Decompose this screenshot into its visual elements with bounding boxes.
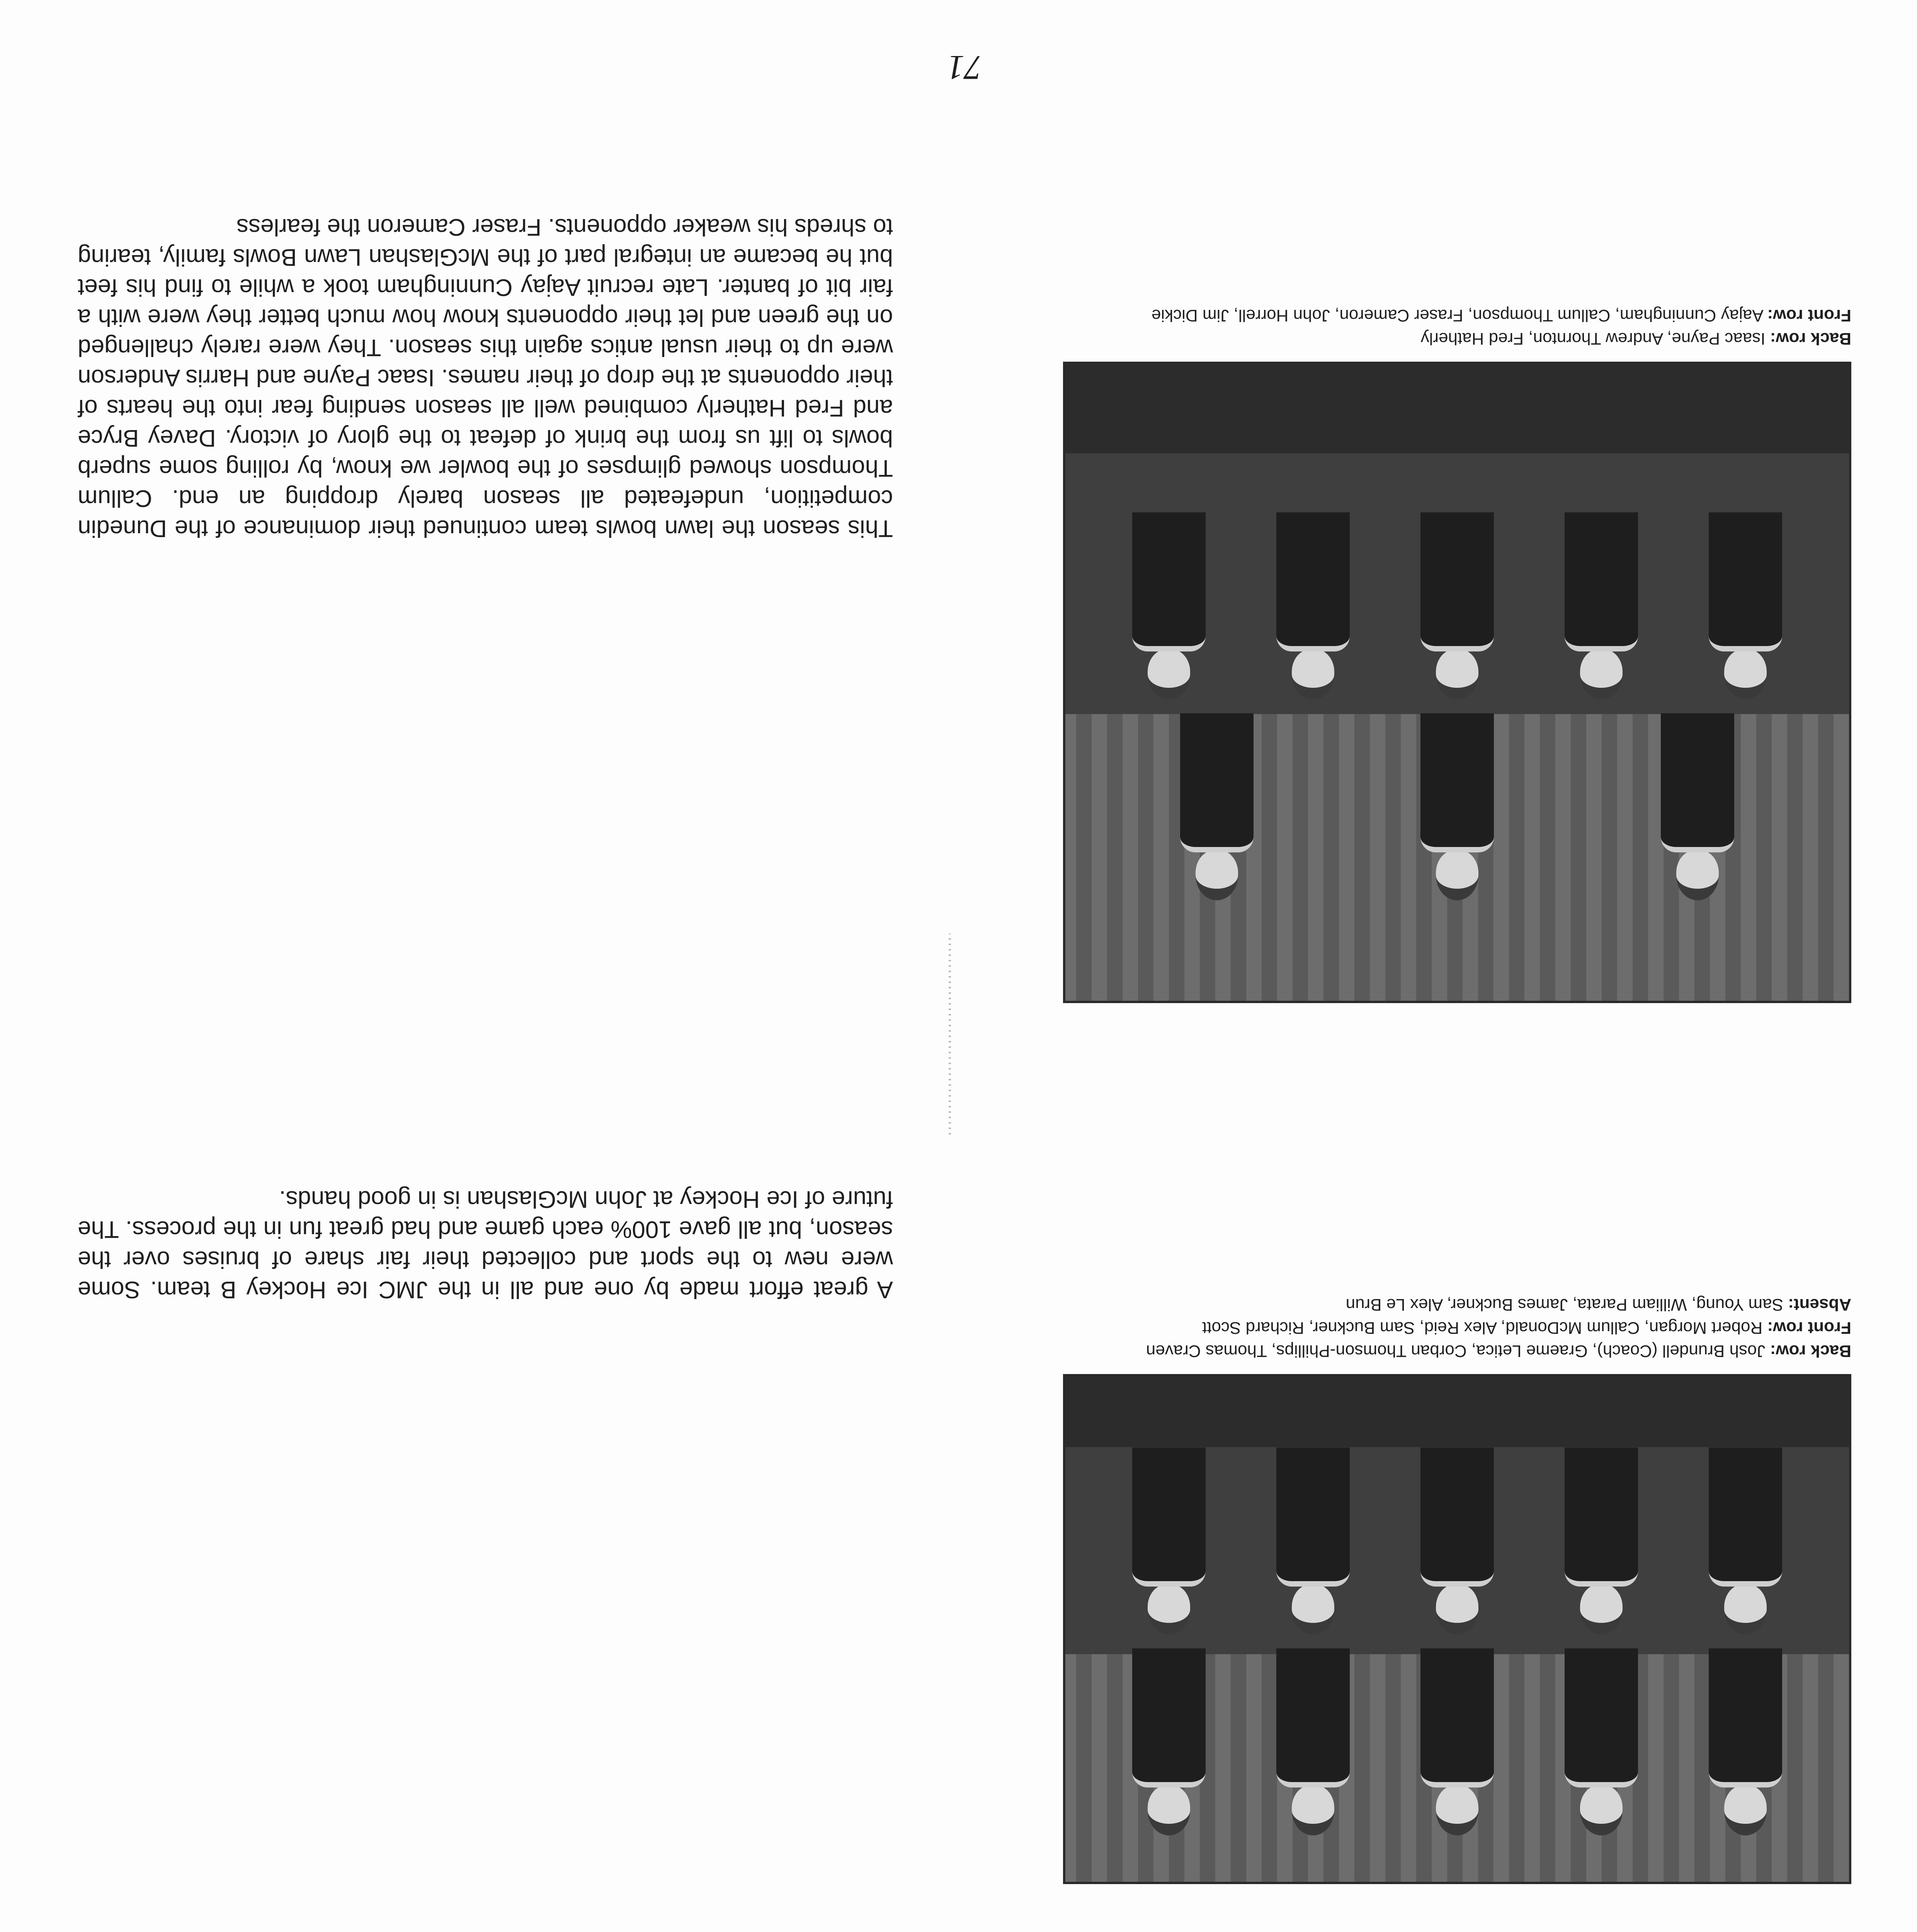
page-number: 71 — [947, 48, 982, 87]
team-photo-ice-hockey-b — [1063, 1374, 1851, 1884]
person — [1188, 713, 1246, 900]
person — [1572, 512, 1630, 699]
person — [1572, 1447, 1630, 1634]
photo-front-row — [1097, 1447, 1818, 1634]
article-ice-hockey-b: A great effort made by one and all in the JMC Ice Hockey B team. Some were new to the sport and collected their fair share of bruises over the season, but all gave 100% each game and had great fun in the process. The future of Ice Hockey at John McGlashan is in good hands. — [78, 1186, 893, 1303]
person — [1716, 512, 1774, 699]
person — [1428, 1648, 1486, 1835]
person — [1428, 512, 1486, 699]
article-lawn-bowls: This season the lawn bowls team continued their dominance of the Dunedin competition, undefeated all season barely dropping an end. Callum Thompson showed glimpses of the bowler we know, by rolling some superb bowls to lift us from the brink of defeat to the glory of victory. Davey Bryce and Fred Hatherly combined well all season sending fear into the hearts of their opponents at the drop of their names. Isaac Payne and Harris Anderson were up to their usual antics again this season. They were rarely challenged on the green and let their opponents know how much better they were with a fair bit of banter. Late recruit Aajay Cunningham took a while to find his feet but he became an integral part of the McGlashan Lawn Bowls family, tearing to shreds his weaker opponents. Fraser Cameron the fearless — [78, 214, 893, 542]
person — [1572, 1648, 1630, 1835]
person — [1284, 512, 1342, 699]
person — [1284, 1648, 1342, 1835]
person — [1428, 713, 1486, 900]
caption-line: Back row: Josh Brundell (Coach), Graeme Letica, Corban Thomson-Phillips, Thomas Craven — [1146, 1342, 1851, 1361]
caption-line: Back row: Isaac Payne, Andrew Thornton, Fred Hatherly — [1420, 329, 1851, 348]
photo-floor — [1065, 1376, 1849, 1447]
caption-line: Absent: Sam Young, William Parata, James Buckner, Alex Le Brun — [1345, 1295, 1851, 1314]
caption-line: Front row: Robert Morgan, Callum McDonald, Alex Reid, Sam Buckner, Richard Scott — [1202, 1318, 1851, 1337]
person — [1140, 1648, 1198, 1835]
scan-artifact — [949, 934, 951, 1134]
person — [1140, 512, 1198, 699]
person — [1140, 1447, 1198, 1634]
person — [1428, 1447, 1486, 1634]
photo-caption-lawn-bowls — [1040, 304, 1851, 350]
person — [1284, 1447, 1342, 1634]
photo-back-row — [1097, 713, 1818, 900]
person — [1716, 1447, 1774, 1634]
person — [1716, 1648, 1774, 1835]
photo-caption-ice-hockey-b — [1040, 1293, 1851, 1362]
photo-front-row — [1097, 512, 1818, 699]
photo-back-row — [1097, 1648, 1818, 1835]
photo-floor — [1065, 364, 1849, 453]
caption-line: Front row: Aajay Cunningham, Callum Thompson, Fraser Cameron, John Horrell, Jim Dickie — [1151, 306, 1851, 325]
person — [1669, 713, 1726, 900]
team-photo-lawn-bowls — [1063, 362, 1851, 1003]
